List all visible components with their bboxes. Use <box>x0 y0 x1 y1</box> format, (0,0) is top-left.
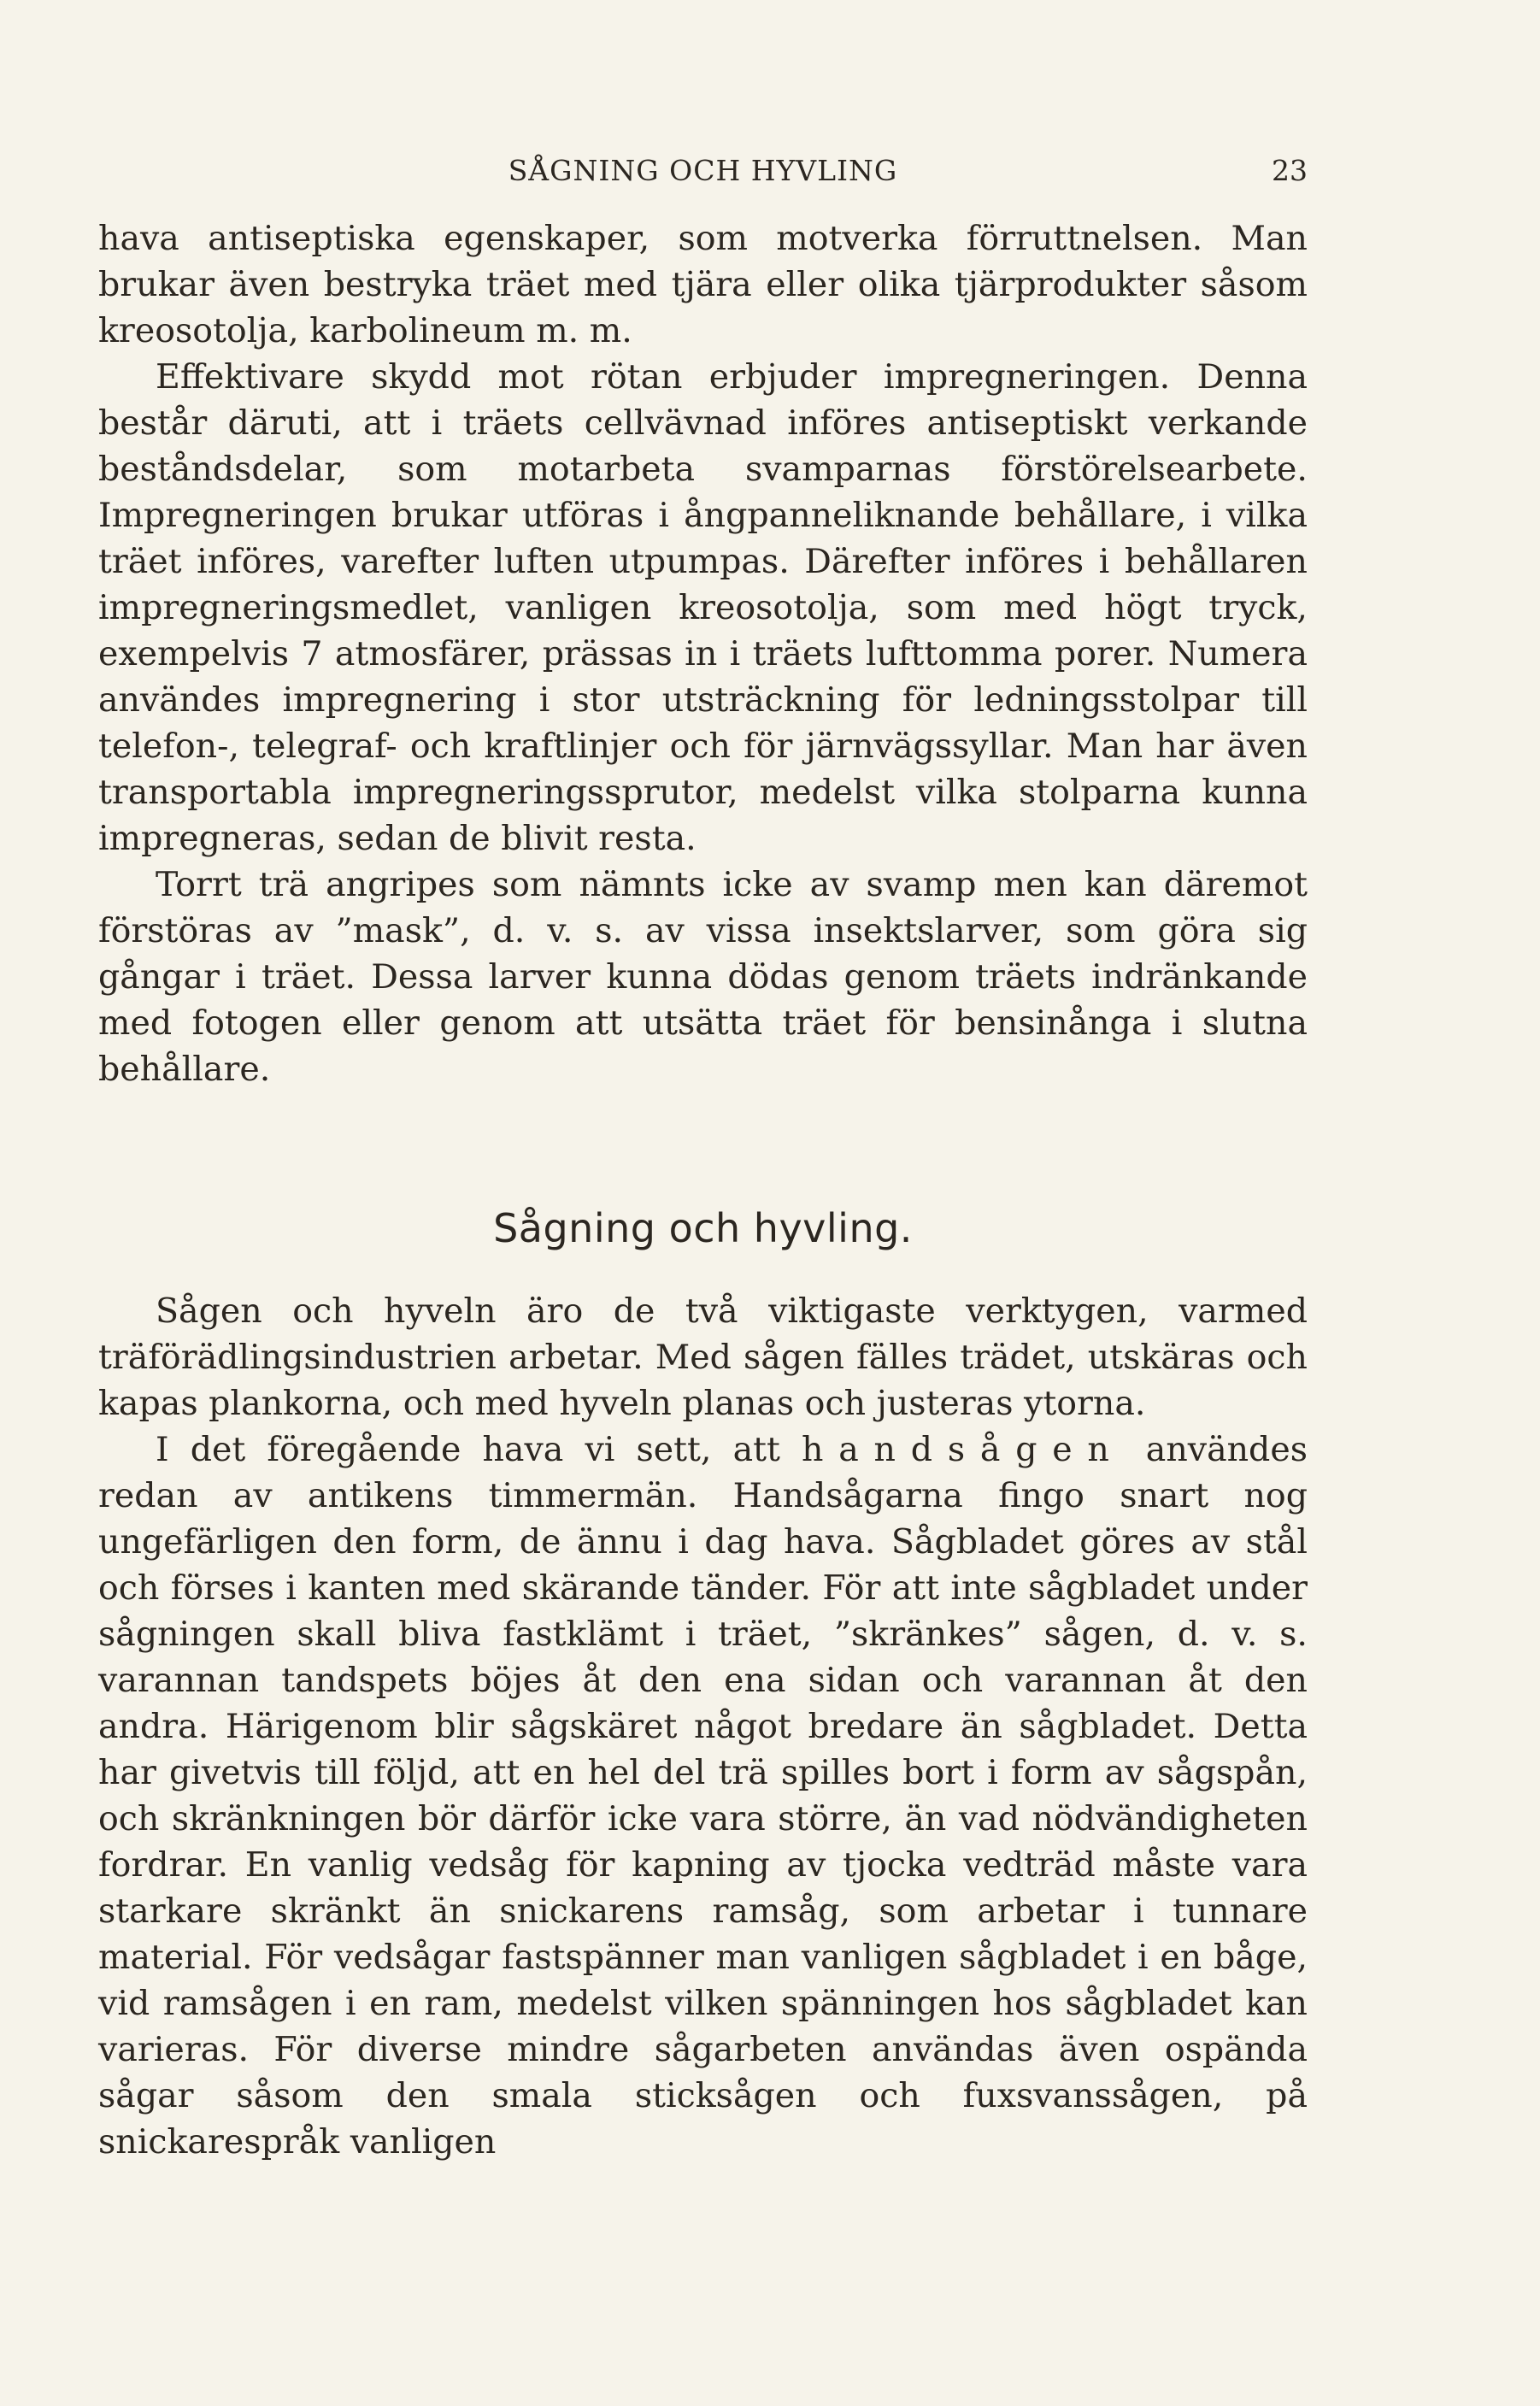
paragraph-handsaw <box>98 1427 1308 2165</box>
paragraph-insects: Torrt trä angripes som nämnts icke av svamp men kan däremot förstöras av ”mask”, d. v. s. av vissa insektslarver, som göra sig gångar i träet. Dessa larver kunna dödas genom träets indränkande med fotogen eller genom att utsätta träet för bensinånga i slutna behållare. <box>98 865 1308 1089</box>
page-number: 23 <box>1272 154 1308 187</box>
paragraph-saw-and-plane: Sågen och hyveln äro de två viktigaste verktygen, varmed träförädlingsindustrien arbetar. Med sågen fälles trädet, utskäras och kapas plankorna, och med hyveln planas och justeras ytorna. <box>98 1291 1308 1423</box>
text-block-preservation <box>98 215 1308 1092</box>
paragraph-impregnation: Effektivare skydd mot rötan erbjuder impregneringen. Denna består däruti, att i träets cellvävnad införes antiseptiskt verkande beståndsdelar, som motarbeta svamparnas förstörelsearbete. Impregneringen brukar utföras i ångpanneliknande behållare, i vilka träet införes, varefter luften utpumpas. Därefter införes i behållaren impregneringsmedlet, vanligen kreosotolja, som med högt tryck, exempelvis 7 atmosfärer, prässas in i träets lufttomma porer. Numera användes impregnering i stor utsträckning för ledningsstolpar till telefon-, telegraf- och kraftlinjer och för järnvägssyllar. Man har även transportabla impregneringssprutor, medelst vilka stolparna kunna impregneras, sedan de blivit resta. <box>98 357 1308 858</box>
text-block-sawing <box>98 1288 1308 2165</box>
paragraph-handsaw-rest: användes redan av antikens timmermän. Handsågarna fingo snart nog ungefärligen den form, de ännu i dag hava. Sågbladet göres av stål och förses i kanten med skärande tänder. För att inte sågbladet under sågningen skall bliva fastklämt i träet, ”skränkes” sågen, d. v. s. varannan tandspets böjes åt den ena sidan och varannan åt den andra. Härigenom blir sågskäret något bredare än sågbladet. Detta har givetvis till följd, att en hel del trä spilles bort i form av sågspån, och skränkningen bör därför icke vara större, än vad nödvändigheten fordrar. En vanlig vedsåg för kapning av tjocka vedträd måste vara starkare skränkt än snickarens ramsåg, som arbetar i tunnare material. För vedsågar fastspänner man vanligen sågbladet i en båge, vid ramsågen i en ram, medelst vilken spänningen hos sågbladet kan varieras. För diverse mindre sågarbeten användas även ospända sågar såsom den smala sticksågen och fuxsvanssågen, på snickarespråk vanligen <box>98 1430 1308 2162</box>
running-head <box>98 154 1308 197</box>
section-heading: Sågning och hyvling. <box>493 1205 913 1251</box>
emphasis-handsagen: handsågen <box>802 1430 1125 1469</box>
paragraph-handsaw-start: I det föregående hava vi sett, att <box>156 1430 780 1469</box>
running-title: SÅGNING OCH HYVLING <box>508 154 898 187</box>
paragraph-continued: hava antiseptiska egenskaper, som motverka förruttnelsen. Man brukar även bestryka träet med tjära eller olika tjärprodukter såsom kreosotolja, karbolineum m. m. <box>98 219 1308 350</box>
